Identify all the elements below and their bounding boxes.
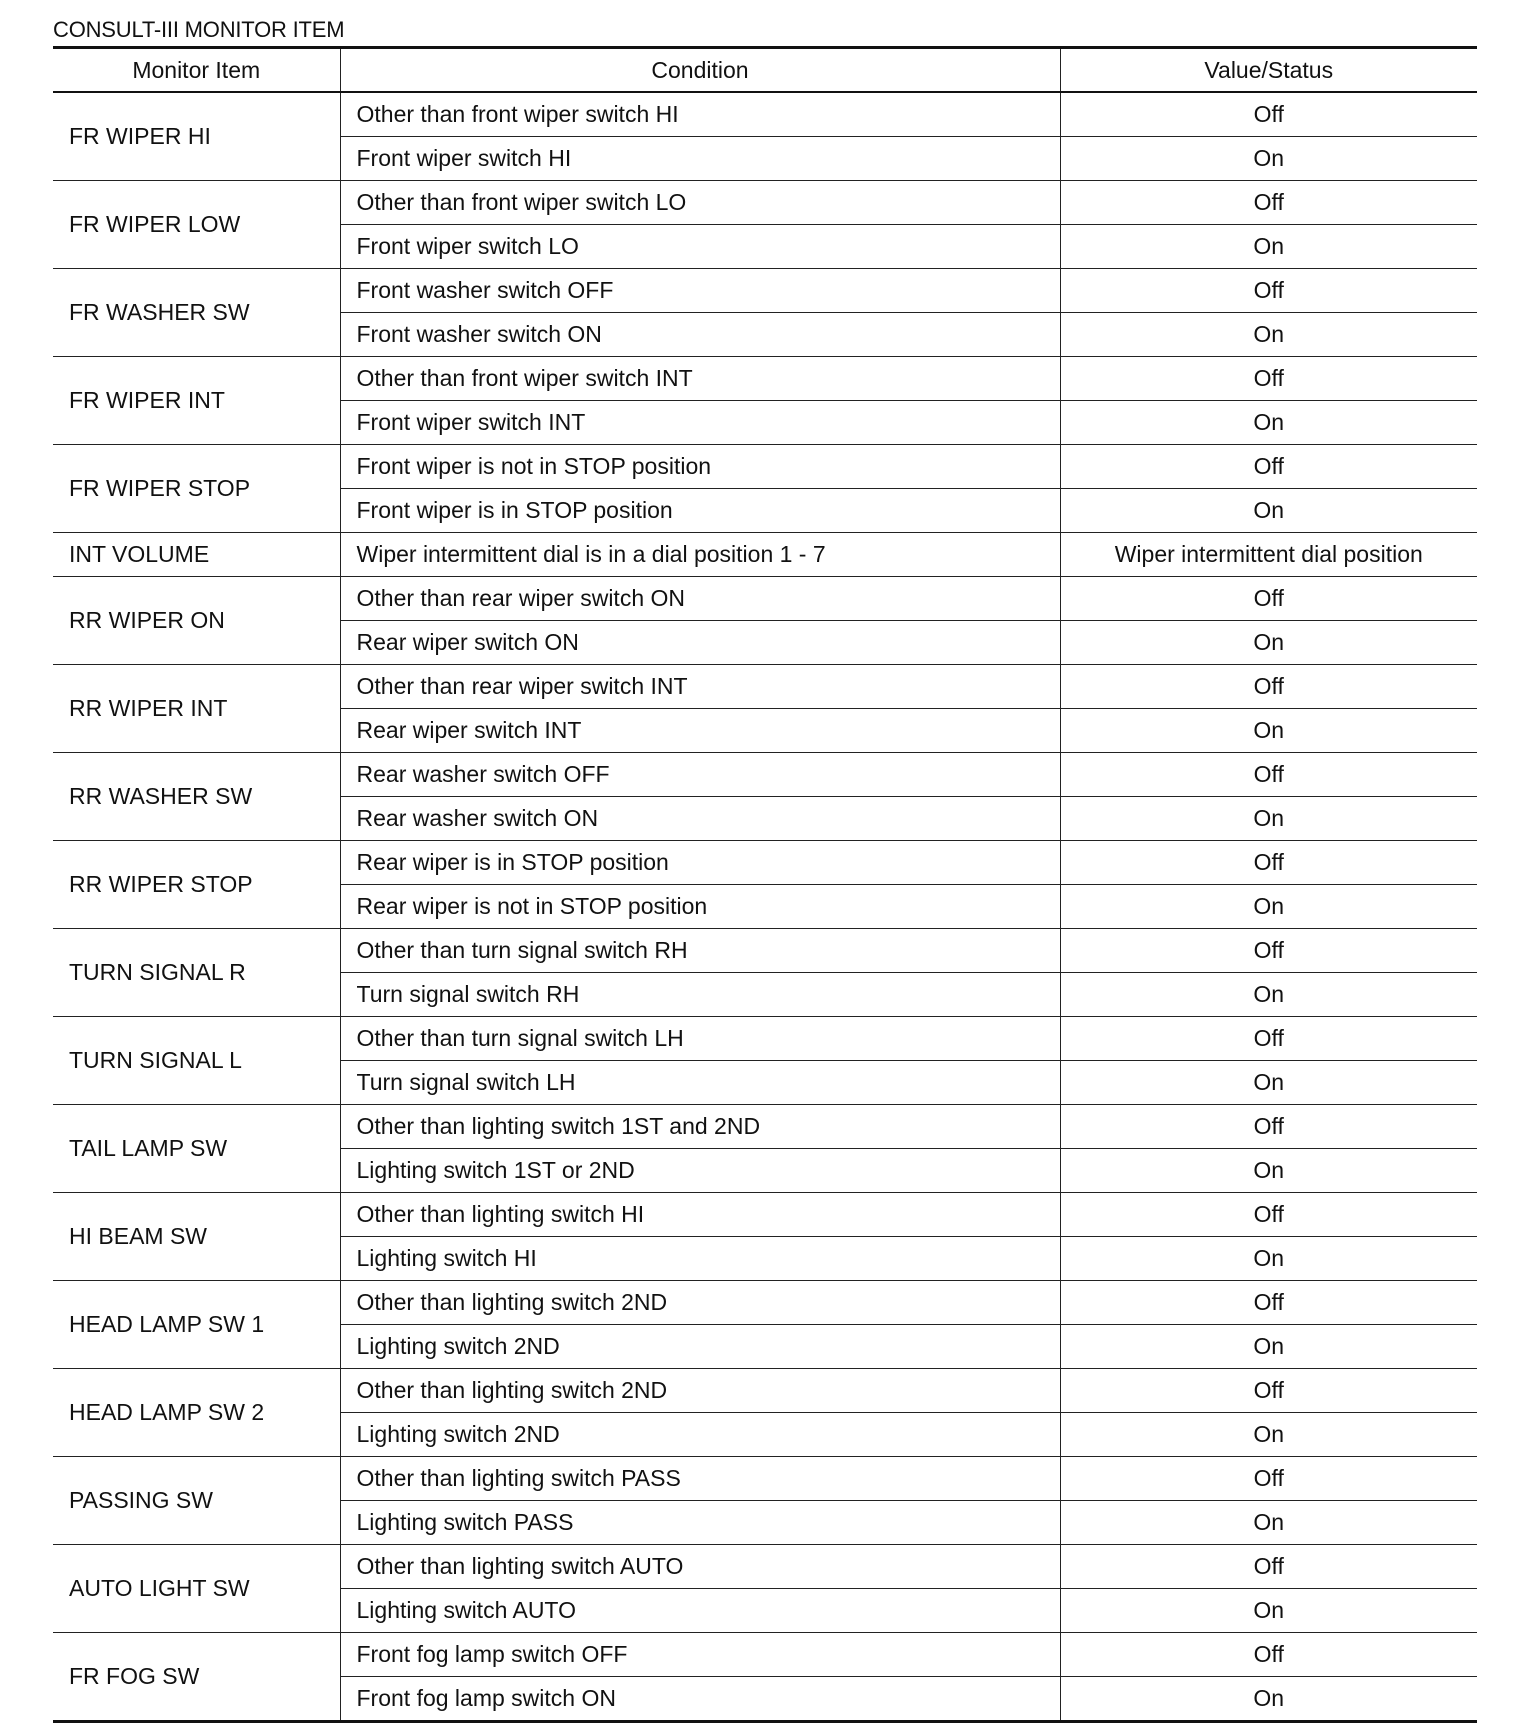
monitor-item-name: INT VOLUME — [53, 533, 340, 577]
table-row — [53, 1105, 1477, 1149]
condition-cell: Lighting switch 1ST or 2ND — [340, 1149, 1060, 1193]
condition-cell: Other than turn signal switch LH — [340, 1017, 1060, 1061]
monitor-item-name: RR WIPER INT — [53, 665, 340, 753]
monitor-item-name: FR WIPER INT — [53, 357, 340, 445]
value-status-cell: Off — [1060, 577, 1477, 621]
condition-cell: Front wiper is not in STOP position — [340, 445, 1060, 489]
table-row — [53, 1193, 1477, 1237]
monitor-item-name: TURN SIGNAL L — [53, 1017, 340, 1105]
table-row — [53, 181, 1477, 225]
condition-cell: Front fog lamp switch OFF — [340, 1633, 1060, 1677]
value-status-cell: Off — [1060, 269, 1477, 313]
condition-cell: Other than front wiper switch INT — [340, 357, 1060, 401]
table-row — [53, 1281, 1477, 1325]
value-status-cell: Off — [1060, 665, 1477, 709]
table-row — [53, 577, 1477, 621]
condition-cell: Front wiper switch INT — [340, 401, 1060, 445]
table-row — [53, 1017, 1477, 1061]
condition-cell: Lighting switch PASS — [340, 1501, 1060, 1545]
value-status-cell: Off — [1060, 841, 1477, 885]
value-status-cell: On — [1060, 1237, 1477, 1281]
table-row — [53, 841, 1477, 885]
condition-cell: Front wiper is in STOP position — [340, 489, 1060, 533]
monitor-item-name: FR WASHER SW — [53, 269, 340, 357]
header-value-status: Value/Status — [1060, 48, 1477, 93]
condition-cell: Lighting switch HI — [340, 1237, 1060, 1281]
header-condition: Condition — [340, 48, 1060, 93]
monitor-item-name: FR WIPER LOW — [53, 181, 340, 269]
condition-cell: Other than lighting switch AUTO — [340, 1545, 1060, 1589]
value-status-cell: On — [1060, 1677, 1477, 1722]
table-row — [53, 929, 1477, 973]
condition-cell: Other than lighting switch PASS — [340, 1457, 1060, 1501]
condition-cell: Other than front wiper switch HI — [340, 92, 1060, 137]
condition-cell: Turn signal switch RH — [340, 973, 1060, 1017]
value-status-cell: Off — [1060, 1369, 1477, 1413]
table-row — [53, 665, 1477, 709]
value-status-cell: On — [1060, 1413, 1477, 1457]
value-status-cell: Off — [1060, 753, 1477, 797]
condition-cell: Rear washer switch ON — [340, 797, 1060, 841]
value-status-cell: On — [1060, 885, 1477, 929]
table-row — [53, 1457, 1477, 1501]
condition-cell: Other than turn signal switch RH — [340, 929, 1060, 973]
condition-cell: Wiper intermittent dial is in a dial position 1 - 7 — [340, 533, 1060, 577]
condition-cell: Lighting switch 2ND — [340, 1413, 1060, 1457]
value-status-cell: Off — [1060, 1545, 1477, 1589]
table-body — [53, 92, 1477, 1722]
value-status-cell: On — [1060, 1061, 1477, 1105]
condition-cell: Rear wiper is in STOP position — [340, 841, 1060, 885]
value-status-cell: Off — [1060, 445, 1477, 489]
table-title: CONSULT-III MONITOR ITEM — [53, 17, 345, 42]
condition-cell: Front washer switch OFF — [340, 269, 1060, 313]
value-status-cell: Off — [1060, 181, 1477, 225]
condition-cell: Front washer switch ON — [340, 313, 1060, 357]
condition-cell: Front wiper switch HI — [340, 137, 1060, 181]
table-row — [53, 357, 1477, 401]
table-row — [53, 1545, 1477, 1589]
value-status-cell: Off — [1060, 357, 1477, 401]
condition-cell: Front wiper switch LO — [340, 225, 1060, 269]
table-row — [53, 269, 1477, 313]
value-status-cell: On — [1060, 621, 1477, 665]
condition-cell: Rear washer switch OFF — [340, 753, 1060, 797]
monitor-item-name: FR WIPER STOP — [53, 445, 340, 533]
monitor-item-name: TURN SIGNAL R — [53, 929, 340, 1017]
value-status-cell: On — [1060, 1325, 1477, 1369]
value-status-cell: Off — [1060, 1193, 1477, 1237]
table-row — [53, 533, 1477, 577]
value-status-cell: Off — [1060, 1457, 1477, 1501]
condition-cell: Other than lighting switch 2ND — [340, 1281, 1060, 1325]
value-status-cell: Wiper intermittent dial position — [1060, 533, 1477, 577]
condition-cell: Other than lighting switch 1ST and 2ND — [340, 1105, 1060, 1149]
value-status-cell: Off — [1060, 929, 1477, 973]
condition-cell: Lighting switch 2ND — [340, 1325, 1060, 1369]
value-status-cell: On — [1060, 401, 1477, 445]
monitor-item-name: RR WIPER STOP — [53, 841, 340, 929]
header-monitor-item: Monitor Item — [53, 48, 340, 93]
value-status-cell: Off — [1060, 1105, 1477, 1149]
value-status-cell: On — [1060, 225, 1477, 269]
monitor-item-name: RR WIPER ON — [53, 577, 340, 665]
value-status-cell: On — [1060, 709, 1477, 753]
condition-cell: Other than lighting switch HI — [340, 1193, 1060, 1237]
value-status-cell: On — [1060, 797, 1477, 841]
value-status-cell: On — [1060, 137, 1477, 181]
value-status-cell: On — [1060, 489, 1477, 533]
header-row — [53, 48, 1477, 93]
condition-cell: Other than rear wiper switch INT — [340, 665, 1060, 709]
value-status-cell: On — [1060, 1149, 1477, 1193]
monitor-item-name: HI BEAM SW — [53, 1193, 340, 1281]
condition-cell: Other than rear wiper switch ON — [340, 577, 1060, 621]
condition-cell: Rear wiper switch INT — [340, 709, 1060, 753]
value-status-cell: Off — [1060, 1633, 1477, 1677]
monitor-item-name: HEAD LAMP SW 2 — [53, 1369, 340, 1457]
monitor-item-table — [53, 46, 1477, 1723]
condition-cell: Other than lighting switch 2ND — [340, 1369, 1060, 1413]
table-row — [53, 753, 1477, 797]
document — [53, 14, 1477, 1723]
value-status-cell: On — [1060, 313, 1477, 357]
monitor-item-name: PASSING SW — [53, 1457, 340, 1545]
table-row — [53, 1369, 1477, 1413]
table-row — [53, 445, 1477, 489]
condition-cell: Rear wiper is not in STOP position — [340, 885, 1060, 929]
value-status-cell: Off — [1060, 1281, 1477, 1325]
condition-cell: Lighting switch AUTO — [340, 1589, 1060, 1633]
value-status-cell: On — [1060, 1589, 1477, 1633]
condition-cell: Turn signal switch LH — [340, 1061, 1060, 1105]
monitor-item-name: HEAD LAMP SW 1 — [53, 1281, 340, 1369]
value-status-cell: Off — [1060, 1017, 1477, 1061]
condition-cell: Other than front wiper switch LO — [340, 181, 1060, 225]
table-row — [53, 1633, 1477, 1677]
condition-cell: Rear wiper switch ON — [340, 621, 1060, 665]
monitor-item-name: RR WASHER SW — [53, 753, 340, 841]
value-status-cell: On — [1060, 1501, 1477, 1545]
value-status-cell: Off — [1060, 92, 1477, 137]
monitor-item-name: TAIL LAMP SW — [53, 1105, 340, 1193]
value-status-cell: On — [1060, 973, 1477, 1017]
condition-cell: Front fog lamp switch ON — [340, 1677, 1060, 1722]
monitor-item-name: FR FOG SW — [53, 1633, 340, 1722]
table-row — [53, 92, 1477, 137]
monitor-item-name: AUTO LIGHT SW — [53, 1545, 340, 1633]
monitor-item-name: FR WIPER HI — [53, 92, 340, 181]
